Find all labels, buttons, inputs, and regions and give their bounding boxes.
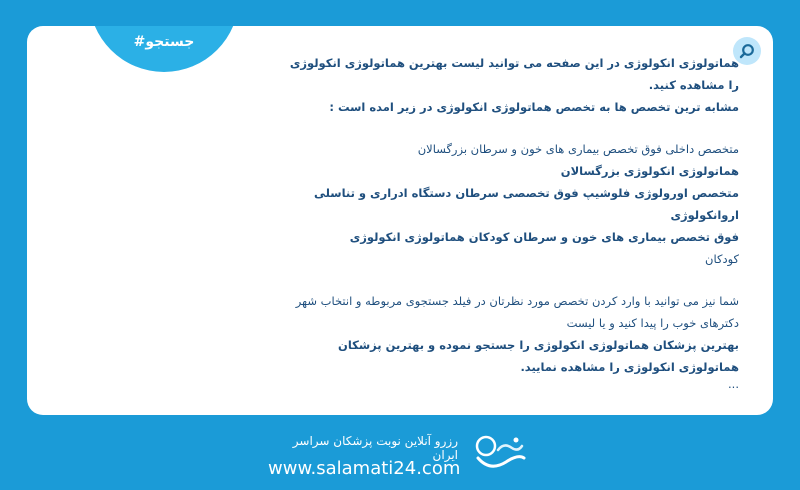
best-doctors-paragraph: بهترین پزشکان هماتولوژی انکولوژی را جستجو نموده و بهترین پزشکان هماتولوژی انکولوژی را مشاهده نمایید. xyxy=(338,338,739,374)
intro-paragraph: هماتولوژی انکولوژی در این صفحه می توانید لیست بهترین هماتولوژی انکولوژی را مشاهده کنید. xyxy=(289,56,739,92)
specialty-item[interactable]: متخصص اورولوژی فلوشیپ فوق تخصصی سرطان دستگاه ادراری و تناسلی اروانکولوژی xyxy=(313,186,739,222)
similar-specialties-heading: مشابه ترین تخصص ها به تخصص هماتولوژی انکولوژی در زیر امده است : xyxy=(329,100,739,114)
specialty-item[interactable]: کودکان xyxy=(705,252,739,266)
salamati-logo xyxy=(470,428,528,476)
article-body xyxy=(279,52,739,390)
footer-tagline: رزرو آنلاین نوبت پزشکان سراسر ایران xyxy=(292,434,458,462)
specialty-item[interactable]: هماتولوژی انکولوژی بزرگسالان xyxy=(560,164,739,178)
content-card xyxy=(27,26,773,415)
hashtag-label: #جستجو xyxy=(133,34,195,50)
search-icon xyxy=(739,43,755,59)
specialty-item[interactable]: فوق تخصص بیماری های خون و سرطان کودکان هماتولوژی انکولوژی xyxy=(349,230,739,244)
hashtag-tab[interactable] xyxy=(89,26,239,72)
more-ellipsis: ... xyxy=(728,377,739,391)
search-hint-paragraph: شما نیز می توانید با وارد کردن تخصص مورد نظرتان در فیلد جستجوی مربوطه و انتخاب شهر دکترهای خوب را پیدا کنید و یا لیست xyxy=(295,294,739,330)
footer-url[interactable]: www.salamati24.com xyxy=(268,458,461,479)
specialty-item[interactable]: متخصص داخلی فوق تخصص بیماری های خون و سرطان بزرگسالان xyxy=(417,142,739,156)
